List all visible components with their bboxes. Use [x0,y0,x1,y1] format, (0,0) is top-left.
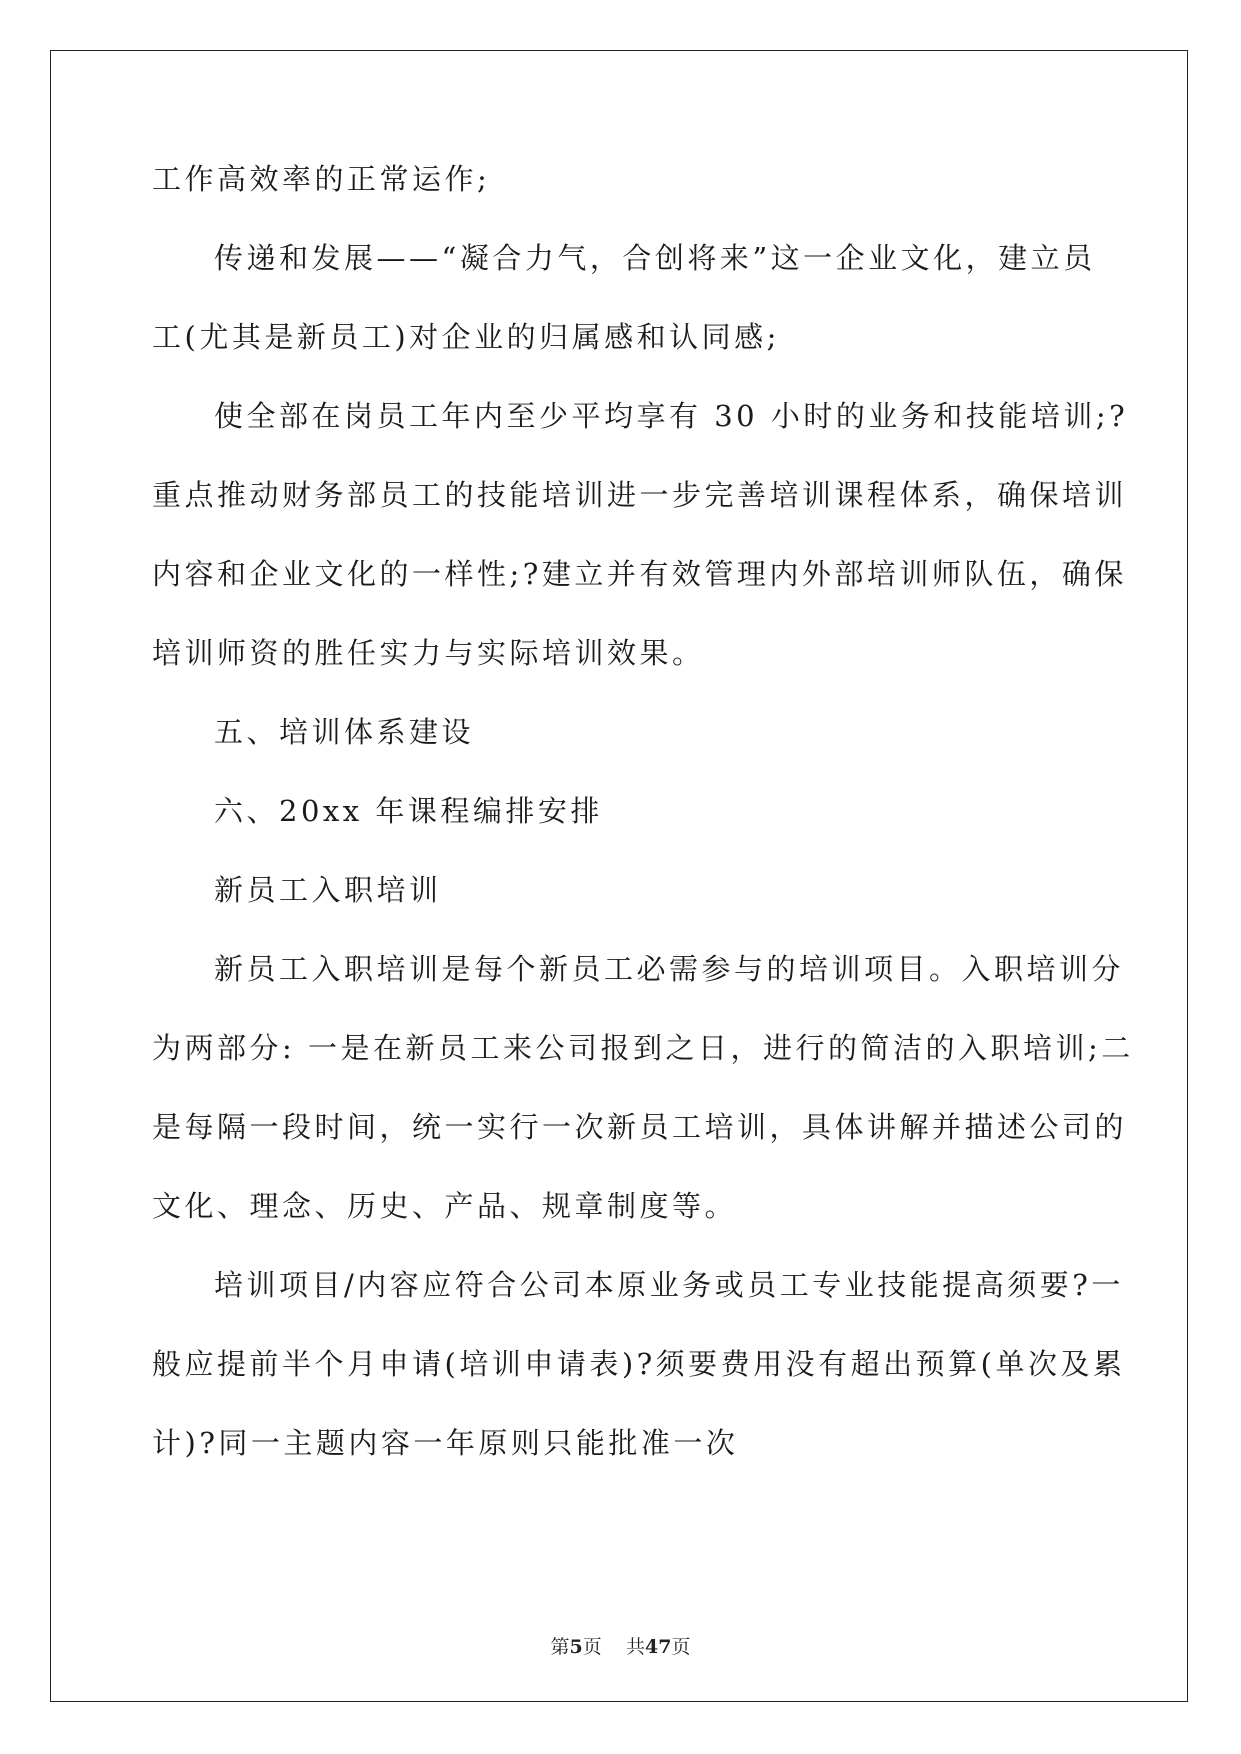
paragraph-line: 培训师资的胜任实力与实际培训效果。 [152,636,705,670]
paragraph-line: 文化、理念、历史、产品、规章制度等。 [152,1189,738,1223]
footer-total-prefix: 共 [625,1636,645,1658]
paragraph-line: 传递和发展——“凝合力气，合创将来”这一企业文化，建立员 [214,241,1096,275]
total-pages-number: 47 [644,1636,672,1658]
paragraph-line: 为两部分: 一是在新员工来公司报到之日，进行的简洁的入职培训;二 [152,1031,1134,1065]
paragraph-line: 使全部在岗员工年内至少平均享有 30 小时的业务和技能培训;? [214,399,1129,433]
paragraph-line: 计)?同一主题内容一年原则只能批准一次 [152,1426,739,1460]
subsection-heading: 新员工入职培训 [214,873,442,907]
footer-prefix: 第 [550,1636,570,1658]
current-page-number: 5 [569,1636,583,1658]
paragraph-line: 工(尤其是新员工)对企业的归属感和认同感; [152,320,780,354]
section-heading: 五、培训体系建设 [214,715,475,749]
paragraph-line: 般应提前半个月申请(培训申请表)?须要费用没有超出预算(单次及累 [152,1347,1126,1381]
paragraph-line: 培训项目/内容应符合公司本原业务或员工专业技能提高须要?一 [214,1268,1124,1302]
document-body [152,160,1134,1503]
paragraph-line: 重点推动财务部员工的技能培训进一步完善培训课程体系，确保培训 [152,478,1128,512]
page-footer [0,1632,1241,1659]
paragraph-line: 内容和企业文化的一样性;?建立并有效管理内外部培训师队伍，确保 [152,557,1127,591]
paragraph-line: 工作高效率的正常运作; [152,162,491,196]
footer-page-word: 页 [582,1636,602,1658]
paragraph-line: 是每隔一段时间，统一实行一次新员工培训，具体讲解并描述公司的 [152,1110,1128,1144]
section-heading: 六、20xx 年课程编排安排 [214,794,603,828]
paragraph-line: 新员工入职培训是每个新员工必需参与的培训项目。入职培训分 [214,952,1125,986]
footer-total-suffix: 页 [671,1636,691,1658]
